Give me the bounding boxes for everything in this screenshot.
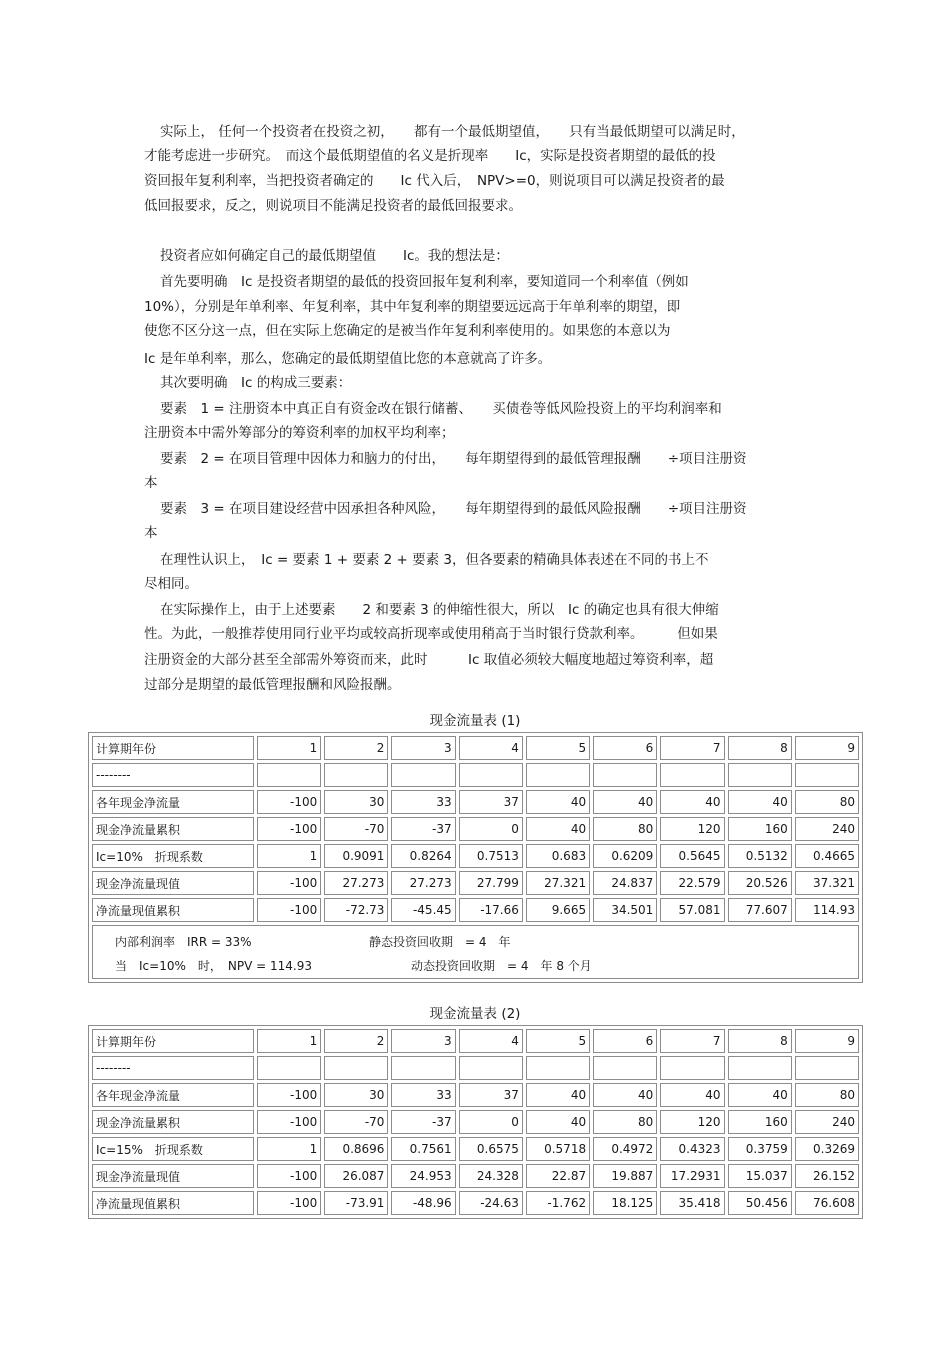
paragraph-line: 要素 2 = 在项目管理中因体力和脑力的付出， 每年期望得到的最低管理报酬 ÷项目注册资 [160, 451, 747, 467]
table-cell: 1 [257, 1137, 321, 1161]
table-cell [795, 763, 859, 787]
table-row [92, 1191, 859, 1215]
cash-flow-table-1 [88, 732, 863, 983]
table-cell: -100 [257, 1191, 321, 1215]
table-cell: -24.63 [459, 1191, 523, 1215]
table-cell: 4 [459, 1029, 523, 1053]
table-cell: 24.837 [593, 871, 657, 895]
table-cell: 40 [526, 790, 590, 814]
table-cell: 7 [660, 736, 724, 760]
paragraph-line: 首先要明确 Ic 是投资者期望的最低的投资回报年复利利率，要知道同一个利率值（例如 [160, 274, 689, 290]
paragraph-line: 在理性认识上， Ic = 要素 1 + 要素 2 + 要素 3，但各要素的精确具体表述在不同的书上不 [160, 552, 709, 568]
table-cell: 240 [795, 1110, 859, 1134]
table-row [92, 1029, 859, 1053]
paragraph-line: 使您不区分这一点，但在实际上您确定的是被当作年复利利率使用的。如果您的本意以为 [144, 323, 671, 339]
table-row [92, 1164, 859, 1188]
table-cell: -17.66 [459, 898, 523, 922]
table-cell: -100 [257, 1110, 321, 1134]
table-cell: -72.73 [324, 898, 388, 922]
table-cell [660, 763, 724, 787]
table-cell: 37 [459, 790, 523, 814]
table-cell: -70 [324, 817, 388, 841]
table-cell: 8 [728, 1029, 792, 1053]
table-cell: 30 [324, 1083, 388, 1107]
table-cell: 77.607 [728, 898, 792, 922]
paragraph-line: 本 [144, 475, 158, 491]
paragraph-line: 要素 3 = 在项目建设经营中因承担各种风险， 每年期望得到的最低风险报酬 ÷项目注册资 [160, 501, 747, 517]
row-label: 现金净流量现值 [92, 871, 254, 895]
table-cell: 33 [391, 790, 455, 814]
table-row [92, 1056, 859, 1080]
table-cell [728, 763, 792, 787]
table-cell: 40 [728, 790, 792, 814]
table-cell: 0.4323 [660, 1137, 724, 1161]
table-cell: 76.608 [795, 1191, 859, 1215]
paragraph-line: 本 [144, 525, 158, 541]
table-cell [391, 763, 455, 787]
table-cell: 3 [391, 736, 455, 760]
table-row [92, 1110, 859, 1134]
table-cell: 0.9091 [324, 844, 388, 868]
table-cell: 6 [593, 736, 657, 760]
table-cell: -1.762 [526, 1191, 590, 1215]
table-cell: -100 [257, 817, 321, 841]
table-cell: 33 [391, 1083, 455, 1107]
table-cell: -100 [257, 790, 321, 814]
table-cell: 4 [459, 736, 523, 760]
paragraph-line: 注册资本中需外筹部分的筹资利率的加权平均利率； [144, 425, 455, 441]
table-row [92, 898, 859, 922]
row-label: -------- [92, 763, 254, 787]
table-cell: 0 [459, 817, 523, 841]
table-cell: 24.953 [391, 1164, 455, 1188]
table-cell: -37 [391, 1110, 455, 1134]
table-cell: 40 [526, 817, 590, 841]
table-cell: 80 [795, 1083, 859, 1107]
table-cell: 0.683 [526, 844, 590, 868]
table-cell: 0.8696 [324, 1137, 388, 1161]
paragraph-line: 其次要明确 Ic 的构成三要素： [160, 375, 352, 391]
table-cell: -45.45 [391, 898, 455, 922]
table-cell: -73.91 [324, 1191, 388, 1215]
table-cell: 1 [257, 1029, 321, 1053]
table-cell [593, 763, 657, 787]
row-label: Ic=15% 折现系数 [92, 1137, 254, 1161]
table-cell: 9 [795, 736, 859, 760]
table-cell [459, 763, 523, 787]
table-title: 现金流量表 (1) [429, 713, 521, 729]
table-cell: 40 [660, 790, 724, 814]
table-cell: 120 [660, 817, 724, 841]
table-cell [728, 1056, 792, 1080]
table-cell [526, 763, 590, 787]
paragraph-line: 10%），分别是年单利率、年复利率，其中年复利率的期望要远远高于年单利率的期望，即 [144, 299, 681, 315]
table-row [92, 1083, 859, 1107]
npv-note: 当 Ic=10% 时， NPV = 114.93 [115, 959, 312, 973]
table-title: 现金流量表 (2) [429, 1006, 521, 1022]
table-cell: -70 [324, 1110, 388, 1134]
table-cell: 40 [593, 790, 657, 814]
row-label: 计算期年份 [92, 1029, 254, 1053]
table-cell: -100 [257, 898, 321, 922]
table-cell: 37.321 [795, 871, 859, 895]
table-row [92, 871, 859, 895]
row-label: 现金净流量累积 [92, 1110, 254, 1134]
cash-flow-table-2 [88, 1025, 863, 1219]
table-cell: 6 [593, 1029, 657, 1053]
table-cell: 26.152 [795, 1164, 859, 1188]
paragraph-line: 实际上， 任何一个投资者在投资之初， 都有一个最低期望值， 只有当最低期望可以满足时， [160, 124, 745, 140]
table-cell: -100 [257, 1164, 321, 1188]
table-cell: 0.7513 [459, 844, 523, 868]
table-cell: 0.8264 [391, 844, 455, 868]
table-cell: 15.037 [728, 1164, 792, 1188]
table-cell: 24.328 [459, 1164, 523, 1188]
table-cell [324, 763, 388, 787]
table-cell: 20.526 [728, 871, 792, 895]
paragraph-line: 注册资金的大部分甚至全部需外筹资而来，此时 Ic 取值必须较大幅度地超过筹资利率，超 [144, 652, 714, 668]
table-cell: -48.96 [391, 1191, 455, 1215]
table-cell: 26.087 [324, 1164, 388, 1188]
table-cell: 240 [795, 817, 859, 841]
table-cell: -100 [257, 871, 321, 895]
table-cell: 5 [526, 736, 590, 760]
table-cell: 18.125 [593, 1191, 657, 1215]
static-payback-note: 静态投资回收期 = 4 年 [369, 935, 511, 949]
paragraph-line: 性。为此，一般推荐使用同行业平均或较高折现率或使用稍高于当时银行贷款利率。 但如果 [144, 626, 718, 642]
table-cell: 34.501 [593, 898, 657, 922]
table-cell: 27.273 [324, 871, 388, 895]
table-cell: 27.799 [459, 871, 523, 895]
row-label: 净流量现值累积 [92, 898, 254, 922]
table-cell: 0.7561 [391, 1137, 455, 1161]
paragraph-line: 过部分是期望的最低管理报酬和风险报酬。 [144, 677, 401, 693]
table-cell: 9 [795, 1029, 859, 1053]
paragraph-line: 才能考虑进一步研究。 而这个最低期望值的名义是折现率 Ic，实际是投资者期望的最低的投 [144, 148, 716, 164]
table-cell: 7 [660, 1029, 724, 1053]
table-cell: 0 [459, 1110, 523, 1134]
table-cell: 0.5132 [728, 844, 792, 868]
table-cell: 5 [526, 1029, 590, 1053]
table-cell: 27.273 [391, 871, 455, 895]
table-cell: 1 [257, 736, 321, 760]
paragraph-line: 在实际操作上，由于上述要素 2 和要素 3 的伸缩性很大，所以 Ic 的确定也具有很大伸缩 [160, 602, 719, 618]
table-cell: 0.4665 [795, 844, 859, 868]
paragraph-line: 要素 1 = 注册资本中真正自有资金改在银行储蓄、 买债卷等低风险投资上的平均利润率和 [160, 401, 722, 417]
table-cell: 0.6575 [459, 1137, 523, 1161]
table-row [92, 817, 859, 841]
paragraph-line: Ic 是年单利率，那么，您确定的最低期望值比您的本意就高了许多。 [144, 351, 552, 367]
table-cell: 40 [526, 1110, 590, 1134]
table-cell: 27.321 [526, 871, 590, 895]
row-label: Ic=10% 折现系数 [92, 844, 254, 868]
table-cell: 22.87 [526, 1164, 590, 1188]
table-cell: 40 [728, 1083, 792, 1107]
table-cell: 120 [660, 1110, 724, 1134]
table-cell [526, 1056, 590, 1080]
table-row [92, 790, 859, 814]
table-cell: 19.887 [593, 1164, 657, 1188]
paragraph-line: 投资者应如何确定自己的最低期望值 Ic。我的想法是： [160, 248, 509, 264]
table-cell: 114.93 [795, 898, 859, 922]
table-cell [391, 1056, 455, 1080]
table-cell: 3 [391, 1029, 455, 1053]
row-label: -------- [92, 1056, 254, 1080]
table-cell: 80 [795, 790, 859, 814]
dynamic-payback-note: 动态投资回收期 = 4 年 8 个月 [411, 959, 592, 973]
row-label: 各年现金净流量 [92, 1083, 254, 1107]
table-cell: 22.579 [660, 871, 724, 895]
table-cell: 57.081 [660, 898, 724, 922]
table-cell: 0.3269 [795, 1137, 859, 1161]
table-cell: 30 [324, 790, 388, 814]
table-cell: -100 [257, 1083, 321, 1107]
table-row [92, 844, 859, 868]
irr-note: 内部利润率 IRR = 33% [115, 935, 252, 949]
table-cell: 40 [593, 1083, 657, 1107]
row-label: 现金净流量累积 [92, 817, 254, 841]
table-cell: 1 [257, 844, 321, 868]
paragraph-line: 低回报要求，反之，则说项目不能满足投资者的最低回报要求。 [144, 198, 522, 214]
table-cell: 80 [593, 817, 657, 841]
table-cell [257, 1056, 321, 1080]
table-cell: 40 [660, 1083, 724, 1107]
table-cell: 0.5718 [526, 1137, 590, 1161]
table-cell: 0.3759 [728, 1137, 792, 1161]
row-label: 各年现金净流量 [92, 790, 254, 814]
table-cell: 160 [728, 817, 792, 841]
table-cell: 2 [324, 1029, 388, 1053]
table-cell [593, 1056, 657, 1080]
table-cell: 2 [324, 736, 388, 760]
row-label: 现金净流量现值 [92, 1164, 254, 1188]
table-cell: 0.4972 [593, 1137, 657, 1161]
summary-row [92, 925, 859, 979]
table-row [92, 736, 859, 760]
table-cell: 160 [728, 1110, 792, 1134]
table-cell: 17.2931 [660, 1164, 724, 1188]
table-cell: 0.5645 [660, 844, 724, 868]
table-cell: 8 [728, 736, 792, 760]
table-cell: 50.456 [728, 1191, 792, 1215]
table-cell [795, 1056, 859, 1080]
table-cell [324, 1056, 388, 1080]
table-cell [660, 1056, 724, 1080]
table-cell: 37 [459, 1083, 523, 1107]
table-cell: 40 [526, 1083, 590, 1107]
paragraph-line: 资回报年复利利率，当把投资者确定的 Ic 代入后， NPV>=0，则说项目可以满足投资者的最 [144, 173, 725, 189]
table-row [92, 1137, 859, 1161]
table-cell [459, 1056, 523, 1080]
summary-cell [92, 925, 859, 979]
table-row [92, 763, 859, 787]
row-label: 计算期年份 [92, 736, 254, 760]
row-label: 净流量现值累积 [92, 1191, 254, 1215]
paragraph-line: 尽相同。 [144, 576, 198, 592]
table-cell: 0.6209 [593, 844, 657, 868]
table-cell: 80 [593, 1110, 657, 1134]
table-cell: 35.418 [660, 1191, 724, 1215]
table-cell [257, 763, 321, 787]
table-cell: 9.665 [526, 898, 590, 922]
table-cell: -37 [391, 817, 455, 841]
